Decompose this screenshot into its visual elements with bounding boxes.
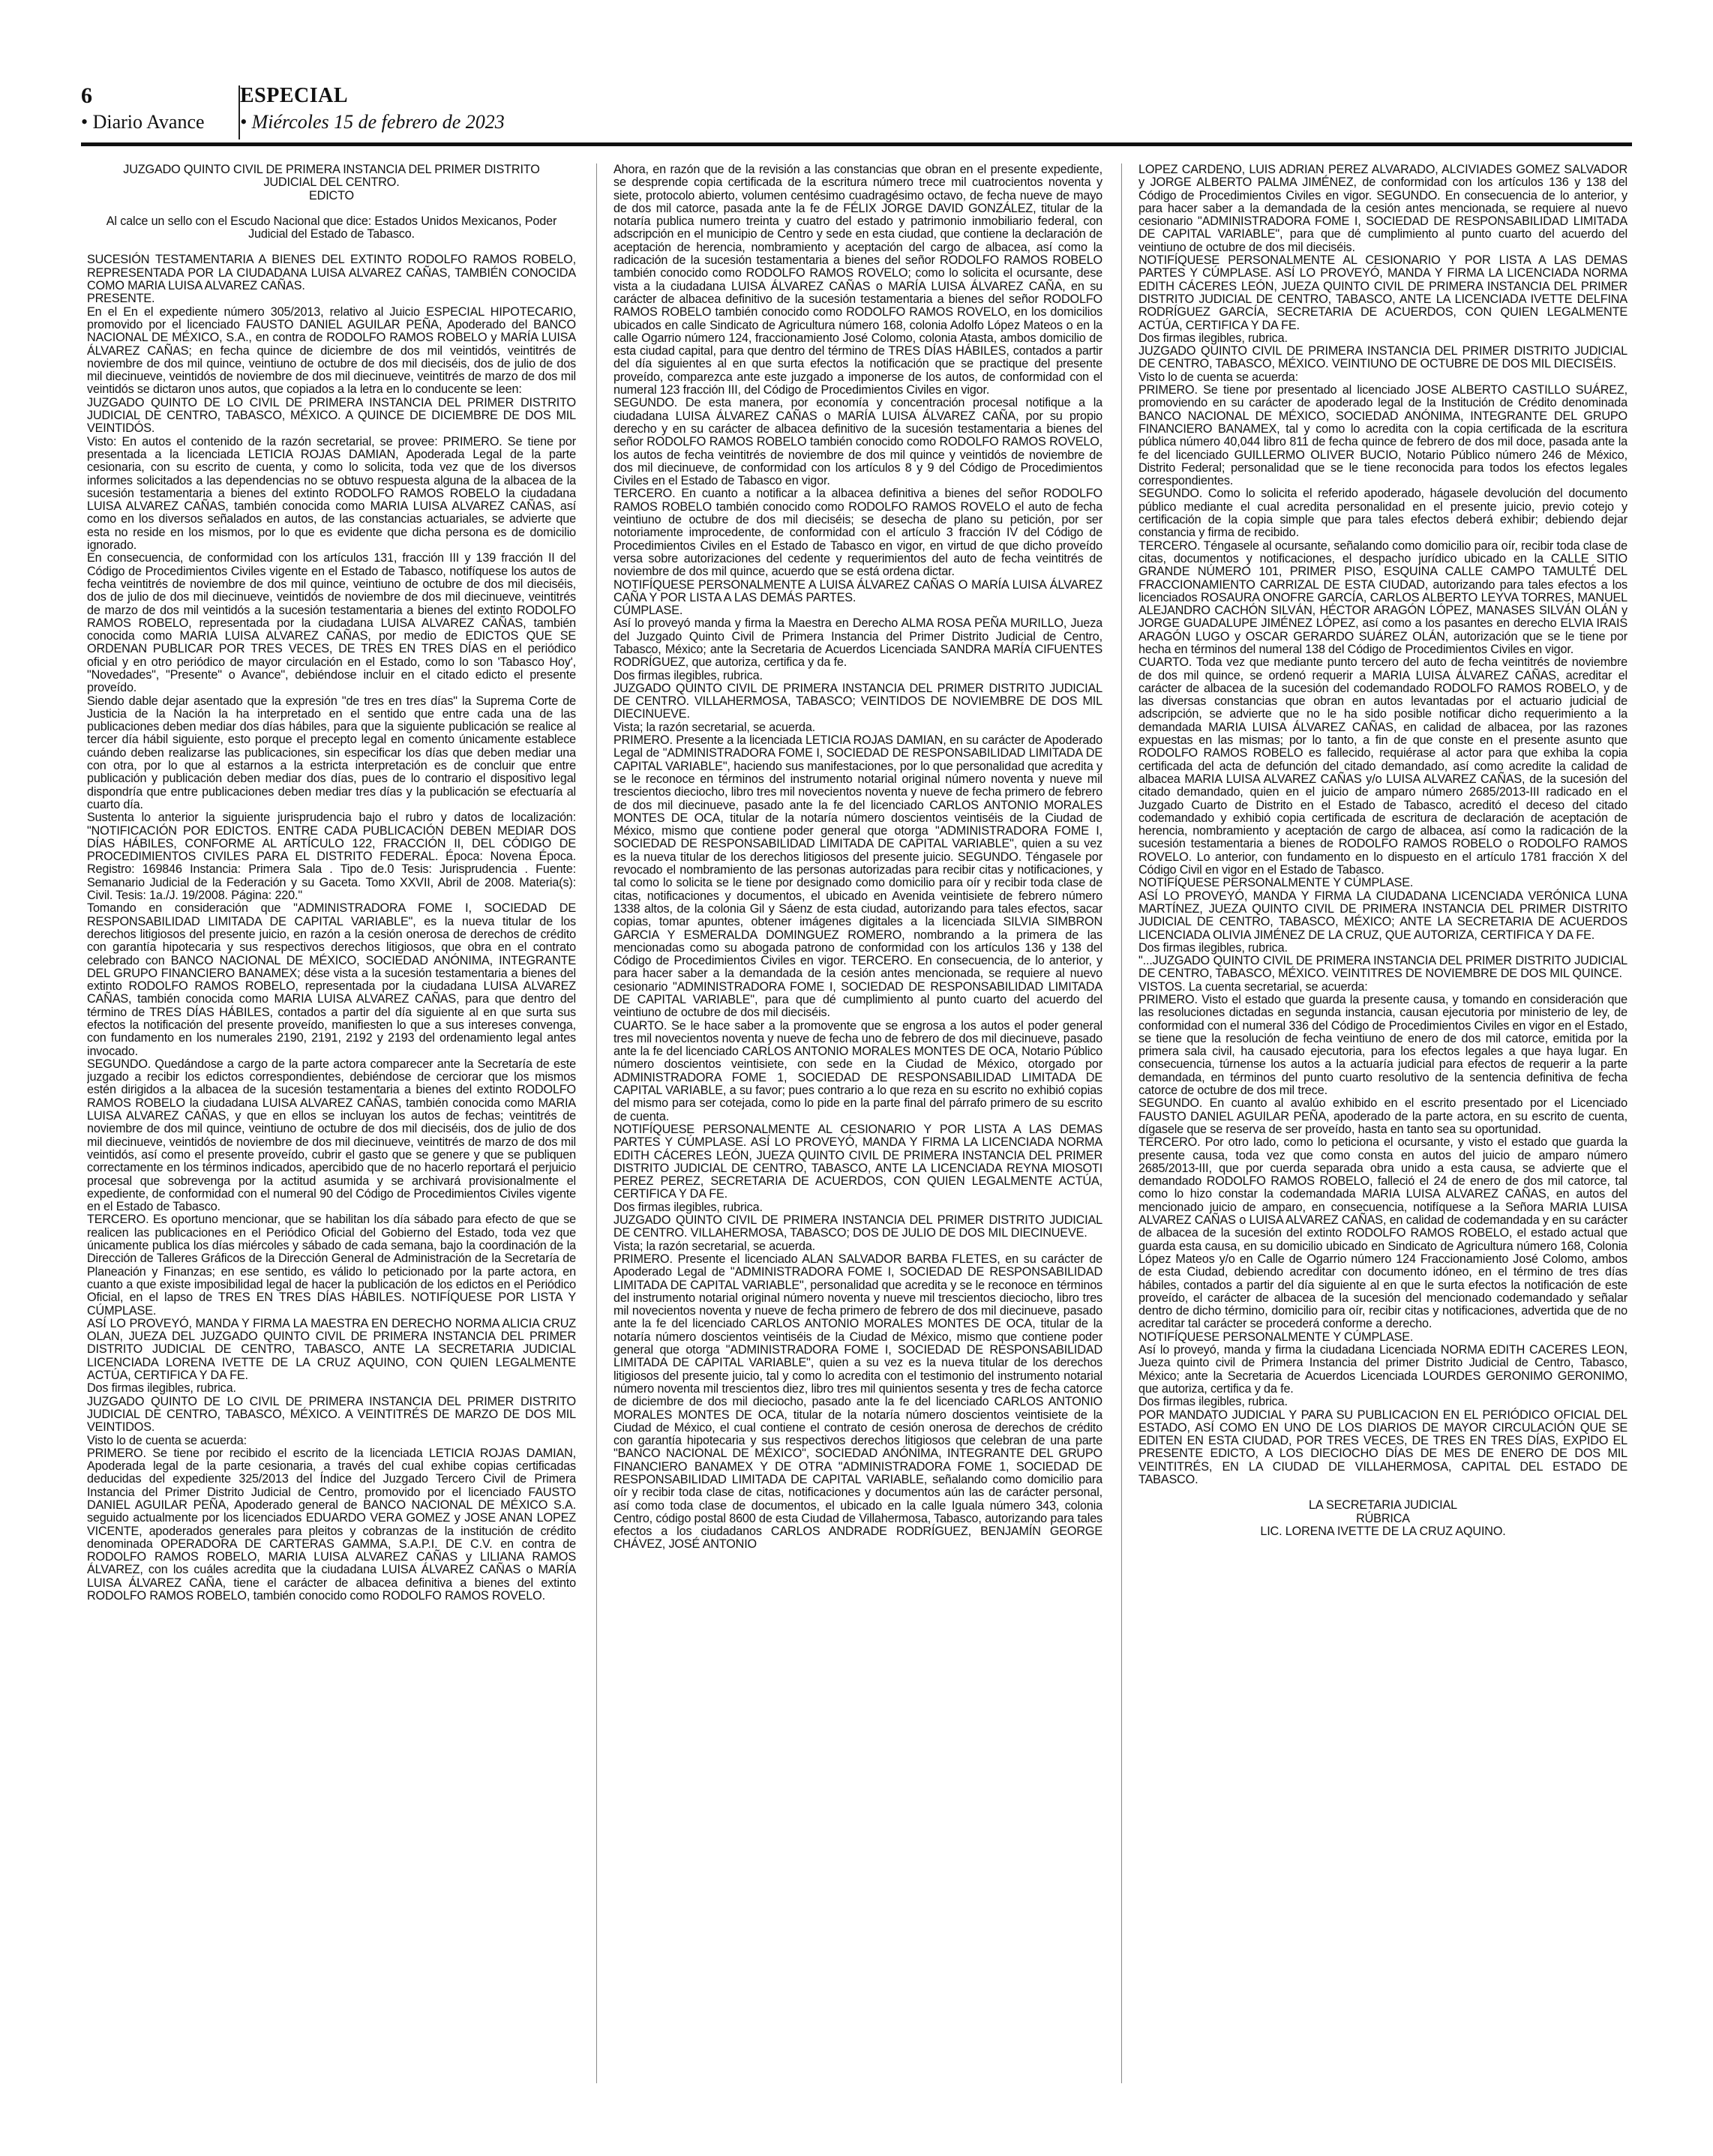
- paragraph: Dos firmas ilegibles, rubrica.: [87, 1381, 236, 1396]
- paragraph: Siendo dable dejar asentado que la expresión "de tres en tres días" la Suprema Corte de Justicia de la Nación la ha interpretado en el sentido que entre cada una de las publicaciones deben mediar dos días hábiles, para que la siguiente publicación se realice al tercer día hábil siguiente, esto porque el precepto legal en comento únicamente establece cuándo deben realizarse las publicaciones, sin especificar los días que deben mediar una con otra, por lo que al estarnos a la estricta interpretación es de concluir que entre publicación y publicación deben mediar dos días, pues de lo contrario el dispositivo legal dispondría que entre publicaciones deben mediar tres días y la publicación se efectuaría al cuarto día.: [87, 694, 576, 811]
- paragraph: "...JUZGADO QUINTO CIVIL DE PRIMERA INSTANCIA DEL PRIMER DISTRITO JUDICIAL DE CENTRO, TABASCO, MÉXICO. VEINTITRES DE NOVIEMBRE DE DOS MIL QUINCE.: [1138, 954, 1628, 981]
- paragraph: NOTIFÍQUESE PERSONALMENTE Y CÚMPLASE.: [1138, 1330, 1414, 1344]
- paragraph: Dos firmas ilegibles, rubrica.: [1138, 1395, 1288, 1409]
- paragraph: Ahora, en razón que de la revisión a las constancias que obran en el presente expediente, se desprende copia certificada de la escritura número trece mil cuatrocientos noventa y siete, protocolo abierto, volumen centésimo cuadragésimo octavo, de fecha nueve de mayo de dos mil catorce, pasada ante la fe de FÉLIX JORGE DAVID GONZÁLEZ, titular de la notaría publica numero treinta y cuatro del estado y patrimonio inmobiliario federal, con adscripción en el municipio de Centro y sede en esta ciudad, que contiene la declaración de aceptación de herencia, nombramiento y aceptación del cargo de albacea, así como la radicación de la sucesión testamentaria a bienes del señor RODOLFO RAMOS ROBELO también conocido como RODOLFO RAMOS ROVELO; como lo solicita el ocursante, dese vista a la ciudadana LUISA ÁLVAREZ CAÑAS o MARÍA LUISA ÁLVAREZ CAÑA, en su carácter de albacea definitivo de la sucesión testamentaria a bienes del señor RODOLFO RAMOS ROBELO también conocido como RODOLFO RAMOS ROVELO, en los domicilios ubicados en calle Sindicato de Agricultura número 168, colonia Adolfo López Mateos o en la calle Ogarrio número 124, fraccionamiento José Colomo, colonia Atasta, ambos domicilio de esta ciudad capital, para que dentro del término de TRES DÍAS HÁBILES, contados a partir del día siguientes al en que surta efectos la notificación que se practique del presente proveído, comparezca ante este juzgado a imponerse de los autos, de conformidad con el numeral 123 fracción III, del Código de Procedimientos Civiles en vigor.: [614, 163, 1102, 397]
- paragraph: PRIMERO. Se tiene por recibido el escrito de la licenciada LETICIA ROJAS DAMIAN, Apoderada legal de la parte cesionaria, a través del cual exhibe copias certificadas deducidas del expediente 325/2013 del Índice del Juzgado Tercero Civil de Primera Instancia del Primer Distrito Judicial de Centro, promovido por el licenciado FAUSTO DANIEL AGUILAR PEÑA, Apoderado general de BANCO NACIONAL DE MÉXICO S.A. seguido actualmente por los licenciados EDUARDO VERA GOMEZ y JOSE ANAN LOPEZ VICENTE, apoderados generales para pleitos y cobranzas de la institución de crédito denominada OPERADORA DE CARTERAS GAMMA, S.A.P.I. DE C.V. en contra de RODOLFO RAMOS ROBELO, MARIA LUISA ALVAREZ CAÑAS y LILIANA RAMOS ÁLVAREZ, con los cuáles acredita que la ciudadana LUISA ÁLVAREZ CAÑAS o MARÍA LUISA ÁLVAREZ CAÑA, tiene el carácter de albacea definitiva a bienes del extinto RODOLFO RAMOS ROBELO, también conocido como RODOLFO RAMOS ROVELO.: [87, 1446, 576, 1603]
- paragraph: TERCERO. Es oportuno mencionar, que se habilitan los día sábado para efecto de que se realicen las publicaciones en el Periódico Oficial del Gobierno del Estado, toda vez que únicamente publica los días miércoles y sábado de cada semana, bajo la coordinación de la Dirección de Talleres Gráficos de la Dirección General de Administración de la Secretaría de Planeación y Finanzas; en ese sentido, es válido lo peticionado por la parte actora, en cuanto a que existe imposibilidad legal de hacer la publicación de los edictos en el Periódico Oficial, en el lapso de TRES EN TRES DÍAS HÁBILES. NOTIFÍQUESE POR LISTA Y CÚMPLASE.: [87, 1213, 576, 1318]
- paragraph: PRIMERO. Visto el estado que guarda la presente causa, y tomando en consideración que las resoluciones dictadas en segunda instancia, causan ejecutoria por ministerio de ley, de conformidad con el numeral 336 del Código de Procedimientos Civiles en vigor en el Estado, se tiene que la resolución de fecha veintiuno de enero de dos mil catorce, emitida por la primera sala civil, ha causado ejecutoria, para los efectos legales a que haya lugar. En consecuencia, túrnense los autos a la actuaría judicial para efectos de requerir a la parte demandada, en términos del punto cuarto resolutivo de la sentencia definitiva de fecha catorce de octubre de dos mil trece.: [1138, 993, 1628, 1098]
- paragraph: PRIMERO. Presente el licenciado ALAN SALVADOR BARBA FLETES, en su carácter de Apoderado Legal de "ADMINISTRADORA FOME I, SOCIEDAD DE RESPONSABILIDAD LIMITADA DE CAPITAL VARIABLE", personalidad que acredita y se le reconoce en términos del instrumento notarial original número noventa y nueve mil trescientos dieciocho, libro tres mil novecientos noventa y nueve de fecha primero de febrero de dos mil diecinueve, pasado ante la fe del licenciado CARLOS ANTONIO MORALES MONTES DE OCA, titular de la notaría número doscientos veintiséis de la Ciudad de México, mismo que contiene poder general que otorga "ADMINISTRADORA FOME I, SOCIEDAD DE RESPONSABILIDAD LIMITADA DE CAPITAL VARIABLE", quien a su vez es la nueva titular de los derechos litigiosos del presente juicio, tal y como lo acredita con el testimonio del instrumento notarial número noventa mil trescientos diez, libro tres mil quinientos sesenta y tres de fecha catorce de diciembre de dos mil dieciocho, pasado ante la fe del licenciado CARLOS ANTONIO MORALES MONTES DE OCA, titular de la notaría número doscientos veintisiete de la Ciudad de México, el cual contiene el contrato de cesión onerosa de derechos de crédito con garantía hipotecaria y sus respectivos derechos litigiosos que celebran de una parte "BANCO NACIONAL DE MÉXICO", SOCIEDAD ANÓNIMA, INTEGRANTE DEL GRUPO FINANCIERO BANAMEX Y DE OTRA "ADMINISTRADORA FOME 1, SOCIEDAD DE RESPONSABILIDAD LIMITADA DE CAPITAL VARIABLE, señalando como domicilio para oír y recibir toda clase de citas, notificaciones y documentos aún las de carácter personal, así como toda clase de documentos, el ubicado en la calle Iguala número 343, colonia Centro, código postal 8600 de esta Ciudad de Villahermosa, Tabasco, autorizando para tales efectos a los ciudadanos CARLOS ANDRADE RODRÍGUEZ, BENJAMÍN GEORGE CHÁVEZ, JOSÉ ANTONIO: [614, 1252, 1102, 1552]
- court-heading: JUZGADO QUINTO CIVIL DE PRIMERA INSTANCIA DEL PRIMER DISTRITO: [123, 163, 540, 176]
- column-2-body: [614, 163, 1102, 1552]
- signature-name: LIC. LORENA IVETTE DE LA CRUZ AQUINO.: [1260, 1524, 1506, 1538]
- paragraph: NOTIFÍQUESE PERSONALMENTE Y CÚMPLASE.: [1138, 876, 1414, 890]
- paragraph: POR MANDATO JUDICIAL Y PARA SU PUBLICACION EN EL PERIÓDICO OFICIAL DEL ESTADO, ASÍ COMO EN UNO DE LOS DIARIOS DE MAYOR CIRCULACIÓN QUE SE EDITEN EN ESTA CIUDAD, POR TRES VECES, DE TRES EN TRES DÍAS, EXPIDO EL PRESENTE EDICTO, A LOS DIECIOCHO DÍAS DE MES DE ENERO DE DOS MIL VEINTITRÉS, EN LA CIUDAD DE VILLAHERMOSA, CAPITAL DEL ESTADO DE TABASCO.: [1138, 1408, 1628, 1486]
- paragraph: En el En el expediente número 305/2013, relativo al Juicio ESPECIAL HIPOTECARIO, promovido por el licenciado FAUSTO DANIEL AGUILAR PEÑA, Apoderado del BANCO NACIONAL DE MÉXICO, S.A., en contra de RODOLFO RAMOS ROBELO y MARÍA LUISA ÁLVAREZ CAÑAS; en fecha quince de diciembre de dos mil veintidós, veintitrés de noviembre de dos mil quince, veintiuno de octubre de dos mil dieciséis, dos de julio de dos mil diecinueve, veintidós de noviembre de dos mil diecinueve, veintitrés de marzo de dos mil veintidós se dictaron unos autos, que copiados a la letra en lo conducente se leen:: [87, 304, 576, 397]
- paragraph: SEGUNDO. De esta manera, por economía y concentración procesal notifique a la ciudadana LUISA ÁLVAREZ CAÑAS o MARÍA LUISA ÁLVAREZ CAÑA, por su propio derecho y en su carácter de albacea definitivo de la sucesión testamentaria a bienes del señor RODOLFO RAMOS ROBELO también conocido como RODOLFO RAMOS ROVELO, los autos de fecha veintitrés de noviembre de dos mil quince y veintidós de noviembre de dos mil diecinueve, de conformidad con los artículos 8 y 9 del Código de Procedimientos Civiles en el Estado de Tabasco en vigor.: [614, 396, 1102, 488]
- paragraph: Visto: En autos el contenido de la razón secretarial, se provee: PRIMERO. Se tiene por presentada a la licenciada LETICIA ROJAS DAMIAN, Apoderada Legal de la parte cesionaria, con su escrito de cuenta, y como lo solicita, toda vez que de los diversos informes solicitados a las dependencias no se obtuvo respuesta alguna de la albacea de la sucesión testamentaria a bienes del extinto RODOLFO RAMOS ROBELO la ciudadana LUISA ALVAREZ CAÑAS, también conocida como MARIA LUISA ALVAREZ CAÑAS, así como en los diversos señalados en autos, de las constancias actuariales, se advierte que esta no reside en los mismos, por lo que es evidente que dicha persona es de domicilio ignorado.: [87, 434, 576, 553]
- paragraph: CUARTO. Se le hace saber a la promovente que se engrosa a los autos el poder general tres mil novecientos noventa y nueve de fecha uno de febrero de dos mil diecinueve, pasado ante la fe del licenciado CARLOS ANTONIO MORALES MONTES DE OCA, Notario Público número doscientos veintisiete, con sede en la Ciudad de México, otorgado por ADMINISTRADORA FOME 1, SOCIEDAD DE RESPONSABILIDAD LIMITADA DE CAPITAL VARIABLE, a su favor; pues contrario a lo que reza en su escrito no exhibió copias del mismo para ser cotejada, como lo pide en la parte final del párrafo primero de su escrito de cuenta.: [614, 1018, 1102, 1123]
- paragraph: NOTIFÍQUESE PERSONALMENTE AL CESIONARIO Y POR LISTA A LAS DEMAS PARTES Y CÚMPLASE. ASÍ LO PROVEYÓ, MANDA Y FIRMA LA LICENCIADA NORMA EDITH CÁCERES LEÓN, JUEZA QUINTO CIVIL DE PRIMERA INSTANCIA DEL PRIMER DISTRITO JUDICIAL DE CENTRO, TABASCO, ANTE LA LICENCIADA REYNA MIOSOTI PEREZ PEREZ, SECRETARIA DE ACUERDOS, CON QUIEN LEGALMENTE ACTÚA, CERTIFICA Y DA FE.: [614, 1122, 1102, 1201]
- edict-title: EDICTO: [309, 188, 354, 202]
- paragraph: SEGUNDO. En cuanto al avalúo exhibido en el escrito presentado por el Licenciado FAUSTO DANIEL AGUILAR PEÑA, apoderado de la parte actora, en su escrito de cuenta, dígasele que se reserva de ser proveído, hasta en tanto sea su oportunidad.: [1138, 1096, 1628, 1136]
- header-right: [240, 82, 505, 135]
- paragraph: Visto lo de cuenta se acuerda:: [87, 1433, 247, 1447]
- paragraph: Dos firmas ilegibles, rubrica.: [614, 668, 763, 682]
- column-3-body: [1138, 163, 1628, 1486]
- paragraph: Sustenta lo anterior la siguiente jurisprudencia bajo el rubro y datos de localización: "NOTIFICACIÓN POR EDICTOS. ENTRE CADA PUBLICACIÓN DEBEN MEDIAR DOS DÍAS HÁBILES, CONFORME AL ARTÍCULO 122, FRACCIÓN II, DEL CÓDIGO DE PROCEDIMIENTOS CIVILES PARA EL DISTRITO FEDERAL. Época: Novena Época. Registro: 169846 Instancia: Primera Sala . Tipo de.0 Tesis: Jurisprudencia . Fuente: Semanario Judicial de la Federación y su Gaceta. Tomo XXVII, Abril de 2008. Materia(s): Civil. Tesis: 1a./J. 19/2008. Página: 220.": [87, 811, 576, 903]
- section-title: ESPECIAL: [240, 84, 349, 107]
- paragraph: CÚMPLASE.: [614, 604, 683, 618]
- spacer: [87, 241, 576, 253]
- paragraph: Vista; la razón secretarial, se acuerda.: [614, 1239, 816, 1253]
- column-1: [87, 163, 576, 2083]
- signature-block: [1138, 1499, 1628, 1538]
- column-2: [614, 163, 1102, 2083]
- paragraph: Vista; la razón secretarial, se acuerda.: [614, 720, 816, 734]
- issue-date: • Miércoles 15 de febrero de 2023: [240, 111, 505, 133]
- paragraph: Dos firmas ilegibles, rubrica.: [1138, 331, 1288, 345]
- paragraph: Dos firmas ilegibles, rubrica.: [614, 1200, 763, 1214]
- paragraph: Así lo proveyó, manda y firma la ciudadana Licenciada NORMA EDITH CACERES LEON, Jueza quinto civil de Primera Instancia del primer Distrito Judicial de Centro, Tabasco, México; ante la Secretaria de Acuerdos Licenciada LOURDES GERONIMO GERONIMO, que autoriza, certifica y da fe.: [1138, 1343, 1628, 1396]
- paragraph: NOTIFÍQUESE PERSONALMENTE AL CESIONARIO Y POR LISTA A LAS DEMAS PARTES Y CÚMPLASE. ASÍ LO PROVEYÓ, MANDA Y FIRMA LA LICENCIADA NORMA EDITH CÁCERES LEÓN, JUEZA QUINTO CIVIL DE PRIMERA INSTANCIA DEL PRIMER DISTRITO JUDICIAL DE CENTRO, TABASCO, ANTE LA LICENCIADA IVETTE DELFINA RODRÍGUEZ GARCÍA, SECRETARIA DE ACUERDOS, CON QUIEN LEGALMENTE ACTÚA, CERTIFICA Y DA FE.: [1138, 253, 1628, 332]
- paragraph: PRIMERO. Se tiene por presentado al licenciado JOSE ALBERTO CASTILLO SUÁREZ, promoviendo en su carácter de apoderado legal de la Institución de Crédito denominada BANCO NACIONAL DE MÉXICO, SOCIEDAD ANÓNIMA, INTEGRANTE DEL GRUPO FINANCIERO BANAMEX, tal y como lo acredita con la copia certificada de la escritura pública número 40,044 libro 811 de fecha quince de febrero de dos mil doce, pasada ante la fe del licenciado GUILLERMO OLIVER BUCIO, Notario Público número 246 de México, Distrito Federal; personalidad que se le tiene reconocida para todos los efectos legales correspondientes.: [1138, 383, 1628, 488]
- paragraph: Tomando en consideración que "ADMINISTRADORA FOME I, SOCIEDAD DE RESPONSABILIDAD LIMITADA DE CAPITAL VARIABLE", es la nueva titular de los derechos litigiosos del presente juicio, en razón a la cesión onerosa de derechos de crédito con garantía hipotecaria y sus respectivos derechos litigiosos, que obra en el contrato celebrado con BANCO NACIONAL DE MÉXICO, SOCIEDAD ANÓNIMA, INTEGRANTE DEL GRUPO FINANCIERO BANAMEX; dése vista a la sucesión testamentaria a bienes del extinto RODOLFO RAMOS ROBELO, representada por la ciudadana LUISA ALVAREZ CAÑAS, también conocida como MARIA LUISA ALVAREZ CAÑAS, para que dentro del término de TRES DÍAS HÁBILES, contados a partir del día siguiente al en que surta sus efectos la notificación del presente proveído, manifiesten lo que a sus intereses convenga, con fundamento en los numerales 2190, 2191, 2192 y 2193 del ordenamiento legal antes invocado.: [87, 901, 576, 1058]
- paragraph: JUZGADO QUINTO CIVIL DE PRIMERA INSTANCIA DEL PRIMER DISTRITO JUDICIAL DE CENTRO. VILLAHERMOSA, TABASCO; VEINTIDOS DE NOVIEMBRE DE DOS MIL DIECINUEVE.: [614, 681, 1102, 721]
- spacer: [1138, 1486, 1628, 1499]
- paragraph: En consecuencia, de conformidad con los artículos 131, fracción III y 139 fracción II del Código de Procedimientos Civiles vigente en el Estado de Tabasco, notifíquese los autos de fecha veintitrés de noviembre de dos mil quince, veintiuno de octubre de dos mil dieciséis, dos de julio de dos mil diecinueve, veintidós de noviembre de dos mil diecinueve, veintitrés de marzo de dos mil veintidós a la sucesión testamentaria a bienes del extinto RODOLFO RAMOS ROBELO, representada por la ciudadana LUISA ALVAREZ CAÑAS, también conocida como MARIA LUISA ALVAREZ CAÑAS, por medio de EDICTOS QUE SE ORDENAN PUBLICAR POR TRES VECES, DE TRES EN TRES DÍAS en el periódico oficial y en otro periódico de mayor circulación en el Estado, como lo son 'Tabasco Hoy', "Novedades", "Presente" o Avance", debiéndose incluir en el citado edicto el presente proveído.: [87, 551, 576, 695]
- paragraph: JUZGADO QUINTO CIVIL DE PRIMERA INSTANCIA DEL PRIMER DISTRITO JUDICIAL DE CENTRO. VILLAHERMOSA, TABASCO; DOS DE JULIO DE DOS MIL DIECINUEVE.: [614, 1213, 1102, 1240]
- paragraph: TERCERO. Por otro lado, como lo peticiona el ocursante, y visto el estado que guarda la presente causa, toda vez que como consta en autos del juicio de amparo número 2685/2013-III, que por cuerda separada obra unido a esta causa, se advierte que el demandado RODOLFO RAMOS ROBELO, falleció el 24 de enero de dos mil catorce, tal como lo hizo constar la codemandada MARIA LUISA ALVAREZ CAÑAS, en autos del mencionado juicio de amparo, en consecuencia, notifíquese a la Señora MARIA LUISA ALVAREZ CAÑAS o LUISA ALVAREZ CAÑAS, en calidad de codemandada y en su carácter de albacea de la sucesión del extinto RODOLFO RAMOS ROBELO, el estado actual que guarda esta causa, en su domicilio ubicado en Sindicato de Agricultura número 168, Colonia López Mateos y/o en Calle de Ogarrio número 124 Fraccionamiento José Colomo, ambos de esta Ciudad, debiendo acreditar con documento idóneo, en el término de tres días hábiles, contados a partir del día siguiente al en que le surta efectos la notificación de este proveído, el carácter de albacea de la sucesión del mencionado codemandado y señalar dentro de dicho término, domicilio para oír, recibir citas y notificaciones, advertida que de no acreditar tal carácter se procederá conforme a derecho.: [1138, 1135, 1628, 1331]
- paragraph: LÓPEZ CARDEÑO, LUIS ADRIAN PÉREZ ALVARADO, ALCIVIADES GÓMEZ SALVADOR y JORGE ALBERTO PALMA JIMÉNEZ, de conformidad con los artículos 136 y 138 del Código de Procedimientos Civiles en vigor. SEGUNDO. En consecuencia de lo anterior, y para hacer saber a la demandada de la cesión antes mencionada, se requiere al nuevo cesionario "ADMINISTRADORA FOME I, SOCIEDAD DE RESPONSABILIDAD LIMITADA DE CAPITAL VARIABLE", para que dé cumplimiento al punto cuarto del acuerdo del veintiuno de octubre de dos mil dieciséis.: [1138, 163, 1628, 254]
- paragraph: SEGUNDO. Quedándose a cargo de la parte actora comparecer ante la Secretaría de este juzgado a recibir los edictos correspondientes, debiéndose de cerciorar que los mismos estén dirigidos a la albacea de la sucesión testamentaria a bienes del extinto RODOLFO RAMOS ROBELO la ciudadana LUISA ALVAREZ CAÑAS, también conocida como MARIA LUISA ALVAREZ CAÑAS, y que en ellos se incluyan los autos de fechas; veintitrés de noviembre de dos mil quince, veintiuno de octubre de dos mil dieciséis, dos de julio de dos mil diecinueve, veintidós de noviembre de dos mil diecinueve, veintitrés de marzo de dos mil veintidós, así como el presente proveído, cubrir el gasto que se genere y que se publiquen correctamente en los términos indicados, apercibido que de no hacerlo reportará el perjuicio procesal que sobrevenga por la actitud asumida y se archivará provisionalmente el expediente, de conformidad con el numeral 90 del Código de Procedimientos Civiles vigente en el Estado de Tabasco.: [87, 1057, 576, 1214]
- paragraph: CUARTO. Toda vez que mediante punto tercero del auto de fecha veintitrés de noviembre de dos mil quince, se ordenó requerir a MARIA LUISA ÁLVAREZ CAÑAS, acreditar el carácter de albacea de la sucesión del codemandado RODOLFO RAMOS ROBELO, y de las diversas constancias que obran en autos levantadas por el actuario judicial de adscripción, se advierte que no le ha sido posible notificar dicho requerimiento a la demandada MARIA LUISA ÁLVAREZ CAÑAS, en calidad de albacea, por las razones expuestas en las mismas; por lo tanto, a fin de que conste en el presente asunto que RODOLFO RAMOS ROBELO es fallecido, requiérase al actor para que exhiba la copia certificada del acta de defunción del citado demandado, así como acredite la calidad de albacea MARIA LUISA ALVAREZ CAÑAS y/o LUISA ALVAREZ CAÑAS, de la sucesión del citado demandado, quien en el juicio de amparo número 2685/2013-III radicado en el Juzgado Cuarto de Distrito en el Estado de Tabasco, acreditó el deceso del citado codemandado y exhibió copia certificada de escritura de declaración de aceptación de herencia, nombramiento y aceptación de cargo de albacea, así como la radicación de la sucesión testamentaria a bienes de RODOLFO RAMOS ROBELO o RODOLFO RAMOS ROVELO. Lo anterior, con fundamento en lo dispuesto en el artículo 1781 fracción X del Código Civil en vigor en el Estado de Tabasco.: [1138, 655, 1628, 877]
- paragraph: SEGUNDO. Como lo solicita el referido apoderado, hágasele devolución del documento público mediante el cual acredita personalidad en el presente juicio, previo cotejo y certificación de la copia simple que para tales efectos deberá exhibir; debiendo dejar constancia y firma de recibido.: [1138, 487, 1628, 540]
- paragraph: PRESENTE.: [87, 292, 155, 306]
- paragraph: JUZGADO QUINTO DE LO CIVIL DE PRIMERA INSTANCIA DEL PRIMER DISTRITO JUDICIAL DE CENTRO, TABASCO, MÉXICO. A QUINCE DE DICIEMBRE DE DOS MIL VEINTIDÓS.: [87, 395, 576, 436]
- paragraph: VISTOS. La cuenta secretarial, se acuerda:: [1138, 979, 1368, 994]
- paragraph: Visto lo de cuenta se acuerda:: [1138, 370, 1298, 384]
- signature-rubric: RÚBRICA: [1356, 1511, 1410, 1525]
- publication-name: • Diario Avance: [81, 111, 205, 133]
- header-left: [81, 82, 238, 135]
- paragraph: ASÍ LO PROVEYÓ, MANDA Y FIRMA LA MAESTRA EN DERECHO NORMA ALICIA CRUZ OLAN, JUEZA DEL JUZGADO QUINTO CIVIL DE PRIMERA INSTANCIA DEL PRIMER DISTRITO JUDICIAL DE CENTRO, TABASCO, ANTE LA SECRETARIA JUDICIAL LICENCIADA LORENA IVETTE DE LA CRUZ AQUINO, CON QUIEN LEGALMENTE ACTÚA, CERTIFICA Y DA FE.: [87, 1316, 576, 1383]
- paragraph: JUZGADO QUINTO DE LO CIVIL DE PRIMERA INSTANCIA DEL PRIMER DISTRITO JUDICIAL DE CENTRO, TABASCO, MÉXICO. A VEINTITRÉS DE MARZO DE DOS MIL VEINTIDOS.: [87, 1394, 576, 1435]
- paragraph: JUZGADO QUINTO CIVIL DE PRIMERA INSTANCIA DEL PRIMER DISTRITO JUDICIAL DE CENTRO, TABASCO, MÉXICO. VEINTIUNO DE OCTUBRE DE DOS MIL DIECISÉIS.: [1138, 344, 1628, 371]
- page-header: [81, 82, 1632, 150]
- column-1-body: [87, 253, 576, 1603]
- paragraph: PRIMERO. Presente a la licenciada LETICIA ROJAS DAMIAN, en su carácter de Apoderado Legal de "ADMINISTRADORA FOME I, SOCIEDAD DE RESPONSABILIDAD LIMITADA DE CAPITAL VARIABLE", haciendo sus manifestaciones, por lo que personalidad que acredita y se le reconoce en términos del instrumento notarial original número noventa y nueve mil trescientos dieciocho, libro tres mil novecientos noventa y nueve de fecha primero de febrero de dos mil diecinueve, pasado ante la fe del licenciado CARLOS ANTONIO MORALES MONTES DE OCA, titular de la notaría número doscientos veintiséis de la Ciudad de México, mismo que contiene poder general que otorga "ADMINISTRADORA FOME I, SOCIEDAD DE RESPONSABILIDAD LIMITADA DE CAPITAL VARIABLE", quien a su vez es la nueva titular de los derechos litigiosos del presente juicio. SEGUNDO. Téngasele por revocado el nombramiento de las personas autorizadas para recibir citas y notificaciones, y tal como lo solicita se le tiene por designado como domicilio para oír y recibir toda clase de citas, notificaciones y documentos, el ubicado en Avenida veintisiete de febrero número 1338 altos, de la colonia Gil y Sáenz de esta ciudad, autorizando para tales efectos, sacar copias, tomar apuntes, obtener imágenes digitales a la licenciada SILVIA SIMBRON GARCIA Y ESMERALDA DOMINGUEZ ROMERO, nombrando a la primera de las mencionadas como su abogada patrono de conformidad con los artículos 136 y 138 del Código de Procedimientos Civiles en vigor. TERCERO. En consecuencia, de lo anterior, y para hacer saber a la demandada de la cesión antes mencionada, se requiere al nuevo cesionario "ADMINISTRADORA FOME I, SOCIEDAD DE RESPONSABILIDAD LIMITADA DE CAPITAL VARIABLE", para que dé cumplimiento al punto cuarto del acuerdo del veintiuno de octubre de dos mil dieciséis.: [614, 733, 1102, 1020]
- paragraph: TERCERO. En cuanto a notificar a la albacea definitiva a bienes del señor RODOLFO RAMOS ROBELO también conocido como RODOLFO RAMOS ROVELO el auto de fecha veintiuno de octubre de dos mil dieciséis; se desecha de plano su petición, por ser notoriamente improcedente, de conformidad con el artículo 3 fracción IV del Código de Procedimientos Civiles en el Estado de Tabasco en vigor, en virtud de que dicho proveído versa sobre autorizaciones del cedente y requerimientos del auto de fecha veintitrés de noviembre de dos mil quince, acuerdo que se está ordena dictar.: [614, 487, 1102, 579]
- page-number: 6: [81, 83, 92, 108]
- paragraph: SUCESIÓN TESTAMENTARIA A BIENES DEL EXTINTO RODOLFO RAMOS ROBELO, REPRESENTADA POR LA CIUDADANA LUISA ALVAREZ CAÑAS, TAMBIÉN CONOCIDA COMO MARIA LUISA ALVAREZ CAÑAS.: [87, 253, 576, 293]
- seal-note: Al calce un sello con el Escudo Nacional que dice: Estados Unidos Mexicanos, Poder Judicial del Estado de Tabasco.: [106, 214, 557, 241]
- column-separator: [596, 163, 597, 2083]
- paragraph: TERCERO. Téngasele al ocursante, señalando como domicilio para oír, recibir toda clase de citas, documentos y notificaciones, el despacho jurídico ubicado en la CALLE SITIO GRANDE NÚMERO 101, PRIMER PISO, ESQUINA CALLE CAMPO TAMULTÉ DEL FRACCIONAMIENTO CARRIZAL DE ESTA CIUDAD, autorizando para tales efectos a los licenciados ROSAURA ONOFRE GARCÍA, CARLOS ALBERTO LEYVA TORRES, MANUEL ALEJANDRO CACHÓN SILVÁN, HÉCTOR ARAGÓN LÓPEZ, MANASES SILVÁN OLÁN y JORGE GUADALUPE JIMÉNEZ LÓPEZ, así como a los pasantes en derecho ELVIA IRAIS ARAGÓN LUGO y OSCAR GERARDO SUÁREZ OLÁN, autorización que se le tiene por hecha en términos del numeral 138 del Código de Procedimientos Civiles en vigor.: [1138, 538, 1628, 656]
- header-rule: [81, 142, 1632, 146]
- spacer: [87, 202, 576, 215]
- paragraph: NOTIFÍQUESE PERSONALMENTE A LUISA ÁLVAREZ CAÑAS O MARÍA LUISA ÁLVAREZ CAÑA Y POR LISTA A LAS DEMÁS PARTES.: [614, 577, 1102, 604]
- signature-title: LA SECRETARIA JUDICIAL: [1309, 1498, 1457, 1513]
- paragraph: ASÍ LO PROVEYÓ, MANDA Y FIRMA LA CIUDADANA LICENCIADA VERÓNICA LUNA MARTÍNEZ, JUEZA QUINTO CIVIL DE PRIMERA INSTANCIA DEL PRIMER DISTRITO JUDICIAL DE CENTRO, TABASCO, MÉXICO; ANTE LA SECRETARIA DE ACUERDOS LICENCIADA OLIVIA JIMÉNEZ DE LA CRUZ, QUE AUTORIZA, CERTIFICA Y DA FE.: [1138, 889, 1628, 942]
- column-3: [1138, 163, 1628, 2083]
- paragraph: Dos firmas ilegibles, rubrica.: [1138, 940, 1288, 955]
- court-heading: JUDICIAL DEL CENTRO.: [263, 175, 400, 190]
- paragraph: Así lo proveyó manda y firma la Maestra en Derecho ALMA ROSA PEÑA MURILLO, Jueza del Juzgado Quinto Civil de Primera Instancia del Primer Distrito Judicial de Centro, Tabasco, México; ante la Secretaria de Acuerdos Licenciada SANDRA MARÍA CIFUENTES RODRÍGUEZ, que autoriza, certifica y da fe.: [614, 616, 1102, 670]
- column-separator: [1121, 163, 1122, 2083]
